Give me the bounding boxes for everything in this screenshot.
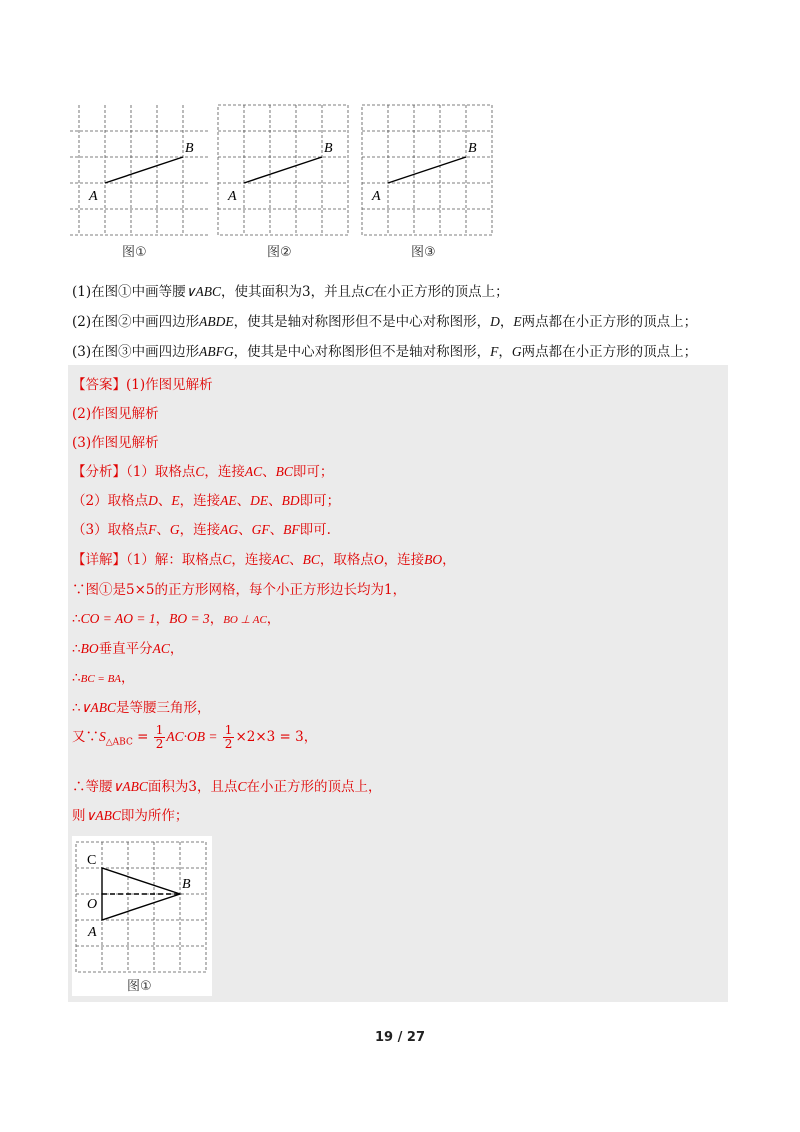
detail-tag: 【详解】 [72, 552, 126, 568]
answer-line-3: (3)作图见解析 [72, 435, 159, 451]
label-c: C [87, 853, 97, 868]
question-3: (3)在图③中画四边形ABFG，使其是中心对称图形但不是轴对称图形，F，G两点都在小正方形的顶点上； [72, 344, 698, 360]
analysis-line-2: （2）取格点D、E，连接AE、DE、BD即可； [72, 493, 341, 509]
figure-3 [359, 100, 499, 260]
label-b: B [324, 141, 333, 156]
label-a: A [372, 189, 381, 204]
detail-line-7: 又$\because S_{\triangle ABC}$ = $\frac{1}{2}$ AC·OB = $\frac{1}{2}$ ×2×3 = 3， [72, 723, 318, 751]
segment-ab [105, 157, 183, 183]
question-1: (1)在图①中画等腰∨ABC，使其面积为3，并且点C在小正方形的顶点上； [72, 284, 509, 300]
analysis-line-1: 【分析】（1）取格点C，连接AC、BC即可； [72, 464, 334, 480]
detail-line-8: ∴等腰∨ABC面积为3，且点C在小正方形的顶点上， [72, 779, 382, 795]
detail-line-4: ∴BO垂直平分AC， [72, 641, 184, 657]
analysis-line-3: （3）取格点F、G，连接AG、GF、BF即可. [72, 522, 331, 538]
detail-line-6: ∴∨ABC是等腰三角形， [72, 700, 211, 716]
detail-line-1: 【详解】（1）解：取格点C，连接AC、BC，取格点O，连接BO， [72, 552, 456, 568]
label-a: A [88, 925, 97, 940]
figure-caption: 图③ [411, 245, 436, 260]
detail-line-5: ∴BC = BA， [72, 670, 135, 686]
label-b: B [182, 877, 191, 892]
answer-tag: 【答案】 [72, 377, 126, 393]
figure-caption: 图① [127, 979, 152, 994]
detail-line-3: ∴CO = AO = 1，BO = 3，BO ⊥ AC， [72, 611, 281, 627]
solution-figure [72, 836, 212, 996]
analysis-tag: 【分析】 [72, 464, 126, 480]
label-b: B [468, 141, 477, 156]
label-a: A [228, 189, 237, 204]
figure-caption: 图② [267, 245, 292, 260]
segment-ab [388, 157, 466, 183]
label-b: B [185, 141, 194, 156]
detail-line-9: 则∨ABC即为所作； [72, 808, 189, 824]
figure-caption: 图① [122, 245, 147, 260]
detail-line-2: ∵图①是5×5的正方形网格，每个小正方形边长均为1， [72, 582, 407, 598]
page-number: 19 / 27 [375, 1030, 425, 1045]
fraction-half: $\frac{1}{2}$ [155, 723, 164, 751]
label-a: A [89, 189, 98, 204]
segment-ab [244, 157, 322, 183]
figure-1 [70, 100, 214, 260]
answer-line-2: (2)作图见解析 [72, 406, 159, 422]
figure-2 [215, 100, 355, 260]
fraction-half-2: $\frac{1}{2}$ [224, 723, 233, 751]
question-2: (2)在图②中画四边形ABDE，使其是轴对称图形但不是中心对称图形，D，E两点都在小正方形的顶点上； [72, 314, 698, 330]
label-o: O [87, 897, 98, 912]
answer-line-1: 【答案】(1)作图见解析 [72, 377, 213, 393]
